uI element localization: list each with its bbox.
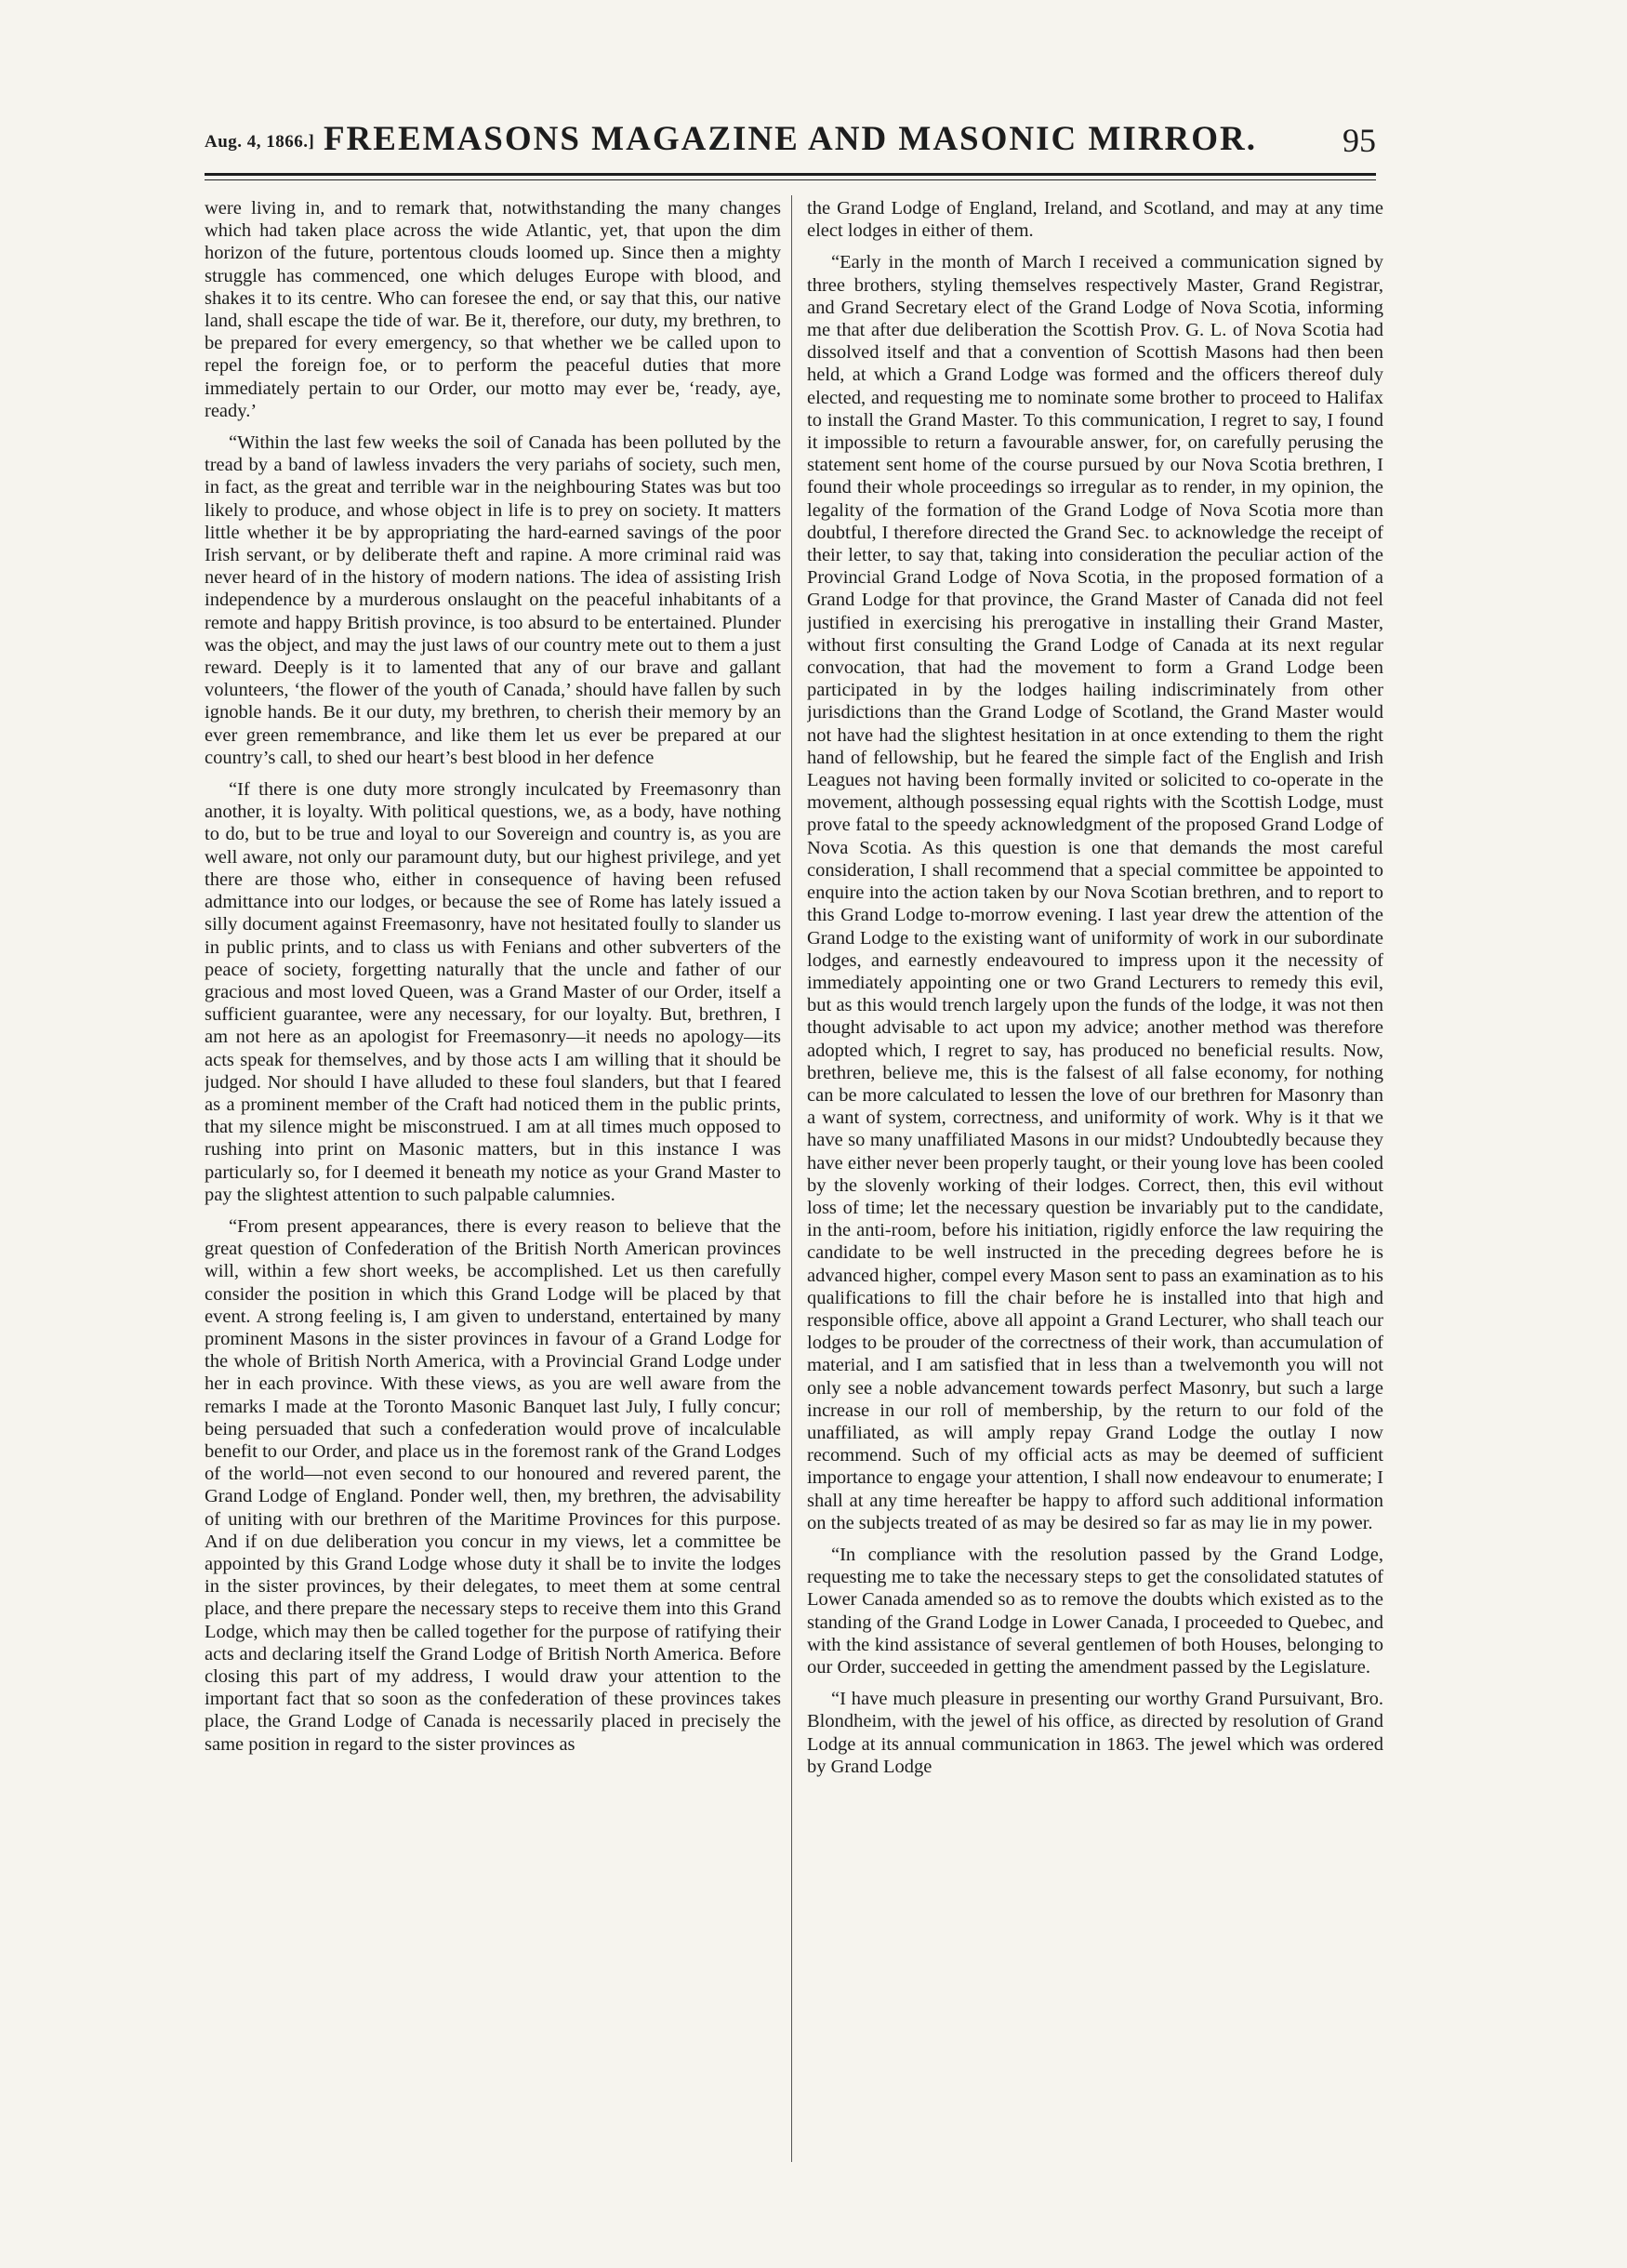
left-column — [205, 197, 781, 2159]
paragraph: were living in, and to remark that, notwithstanding the many changes which had taken place across the wide Atlantic, yet, that upon the dim horizon of the future, portentous clouds loomed up. Since then a mighty struggle has commenced, one which deluges Europe with blood, and shakes it to its centre. Who can foresee the end, or say that this, our native land, shall escape the tide of war. Be it, therefore, our duty, my brethren, to be prepared for every emergency, so that whether we be called upon to repel the foreign foe, or to perform the peaceful duties that more immediately pertain to our Order, our motto may ever be, ‘ready, aye, ready.’ — [205, 198, 781, 421]
paragraph: “In compliance with the resolution passed by the Grand Lodge, requesting me to take the necessary steps to get the consolidated statutes of Lower Canada amended so as to remove the doubts which existed as to the standing of the Grand Lodge in Lower Canada, I proceeded to Quebec, and with the kind assistance of several gentlemen of both Houses, belonging to our Order, succeeded in getting the amendment passed by the Legislature. — [807, 1544, 1383, 1678]
paragraph: the Grand Lodge of England, Ireland, and Scotland, and may at any time elect lodges in either of them. — [807, 198, 1383, 242]
page-header — [205, 119, 1376, 166]
issue-date: Aug. 4, 1866.] — [205, 132, 315, 152]
paragraph: “From present appearances, there is every reason to believe that the great question of Confederation of the British North American provinces will, within a few short weeks, be accomplished. Let us then carefully consider the position in which this Grand Lodge will be placed by that event. A strong feeling is, I am given to understand, entertained by many prominent Masons in the sister provinces in favour of a Grand Lodge for the whole of British North America, with a Provincial Grand Lodge under her in each province. With these views, as you are well aware from the remarks I made at the Toronto Masonic Banquet last July, I fully concur; being persuaded that such a confederation would prove of incalculable benefit to our Order, and place us in the foremost rank of the Grand Lodges of the world—not even second to our honoured and revered parent, the Grand Lodge of England. Ponder well, then, my brethren, the advisability of uniting with our brethren of the Maritime Provinces for this purpose. And if on due deliberation you concur in my views, let a committee be appointed by this Grand Lodge whose duty it shall be to invite the lodges in the sister provinces, by their delegates, to meet them at some central place, and there prepare the necessary steps to receive them into this Grand Lodge, which may then be called together for the purpose of ratifying their acts and declaring itself the Grand Lodge of British North America. Before closing this part of my address, I would draw your attention to the important fact that so soon as the confederation of these provinces takes place, the Grand Lodge of Canada is necessarily placed in precisely the same position in regard to the sister provinces as — [205, 1215, 781, 1755]
paragraph: “Within the last few weeks the soil of Canada has been polluted by the tread by a band of lawless invaders the very pariahs of society, such men, in fact, as the great and terrible war in the neighbouring States was but too likely to produce, and whose object in life is to prey on society. It matters little whether it be by appropriating the hard-earned savings of the poor Irish servant, or by deliberate theft and rapine. A more criminal raid was never heard of in the history of modern nations. The idea of assisting Irish independence by a murderous onslaught on the peaceful inhabitants of a remote and happy British province, is too absurd to be entertained. Plunder was the object, and may the just laws of our country mete out to them a just reward. Deeply is it to lamented that any of our brave and gallant volunteers, ‘the flower of the youth of Canada,’ should have fallen by such ignoble hands. Be it our duty, my brethren, to cherish their memory by an ever green remembrance, and like them let us ever be prepared at our country’s call, to shed our heart’s best blood in her defence — [205, 432, 781, 768]
header-rule-thin — [205, 179, 1376, 180]
page-number: 95 — [1343, 122, 1376, 159]
column-divider — [791, 195, 792, 2162]
paragraph: “If there is one duty more strongly inculcated by Freemasonry than another, it is loyalty. With political questions, we, as a body, have nothing to do, but to be true and loyal to our Sovereign and country is, as you are well aware, not only our paramount duty, but our highest privilege, and yet there are those who, either in consequence of having been refused admittance into our lodges, or because the see of Rome has lately issued a silly document against Freemasonry, have not hesitated foully to slander us in public prints, and to class us with Fenians and other subverters of the peace of society, forgetting naturally that the uncle and father of our gracious and most loved Queen, was a Grand Master of our Order, itself a sufficient guarantee, were any necessary, for our loyalty. But, brethren, I am not here as an apologist for Freemasonry—it needs no apology—its acts speak for themselves, and by those acts I am willing that it should be judged. Nor should I have alluded to these foul slanders, but that I feared as a prominent member of the Craft had noticed them in the public prints, that my silence might be misconstrued. I am at all times much opposed to rushing into print on Masonic matters, but in this instance I was particularly so, for I deemed it beneath my notice as your Grand Master to pay the slightest attention to such palpable calumnies. — [205, 779, 781, 1205]
paragraph: “Early in the month of March I received a communication signed by three brothers, styling themselves respectively Master, Grand Registrar, and Grand Secretary elect of the Grand Lodge of Nova Scotia, informing me that after due deliberation the Scottish Prov. G. L. of Nova Scotia had dissolved itself and that a convention of Scottish Masons had then been held, at which a Grand Lodge was formed and the officers thereof duly elected, and requesting me to nominate some brother to proceed to Halifax to install the Grand Master. To this communication, I regret to say, I found it impossible to return a favourable answer, for, on carefully perusing the statement sent home of the course pursued by our Nova Scotia brethren, I found their whole proceedings so irregular as to render, in my opinion, the legality of the formation of the Grand Lodge of Nova Scotia more than doubtful, I therefore directed the Grand Sec. to acknowledge the receipt of their letter, to say that, taking into consideration the peculiar action of the Provincial Grand Lodge of Nova Scotia, in the proposed formation of a Grand Lodge for that province, the Grand Master of Canada did not feel justified in exercising his prerogative in installing their Grand Master, without first consulting the Grand Lodge of Canada at its next regular convocation, that had the movement to form a Grand Lodge been participated in by the lodges hailing indiscriminately from other jurisdictions than the Grand Lodge of Scotland, the Grand Master would not have had the slightest hesitation in at once extending to them the right hand of fellowship, but he feared the simple fact of the English and Irish Leagues not having been formally invited or solicited to co-operate in the movement, although possessing equal rights with the Scottish Lodge, must prove fatal to the speedy acknowledgment of the proposed Grand Lodge of Nova Scotia. As this question is one that demands the most careful consideration, I shall recommend that a special committee be appointed to enquire into the action taken by our Nova Scotian brethren, and to report to this Grand Lodge to-morrow evening. I last year drew the attention of the Grand Lodge to the existing want of uniformity of work in our subordinate lodges, and earnestly endeavoured to impress upon it the necessity of immediately appointing one or two Grand Lecturers to remedy this evil, but as this would trench largely upon the funds of the lodge, it was not then thought advisable to act upon my advice; another method was therefore adopted which, I regret to say, has produced no beneficial results. Now, brethren, believe me, this is the falsest of all false economy, for nothing can be more calculated to lessen the love of our brethren for Masonry than a want of system, correctness, and uniformity of work. Why is it that we have so many unaffiliated Masons in our midst? Undoubtedly because they have either never been properly taught, or their young love has been cooled by the slovenly working of their lodges. Correct, then, this evil without loss of time; let the necessary question be invariably put to the candidate, in the anti-room, before his initiation, rigidly enforce the law requiring the candidate to be well instructed in the preceding degrees before he is advanced higher, compel every Mason sent to pass an examination as to his qualifications to fill the chair before he is installed into that high and responsible office, above all appoint a Grand Lecturer, who shall teach our lodges to be prouder of the correctness of their work, than accumulation of material, and I am satisfied that in less than a twelvemonth you will not only see a noble advancement towards perfect Masonry, but such a large increase in our roll of membership, by the return to our fold of the unaffiliated, as will amply repay Grand Lodge the outlay I now recommend. Such of my official acts as may be deemed of sufficient importance to engage your attention, I shall now endeavour to enumerate; I shall at any time hereafter be happy to afford such additional information on the subjects treated of as may be desired so far as may lie in my power. — [807, 252, 1383, 1533]
paragraph: “I have much pleasure in presenting our worthy Grand Pursuivant, Bro. Blondheim, with the jewel of his office, as directed by resolution of Grand Lodge at its annual communication in 1863. The jewel which was ordered by Grand Lodge — [807, 1689, 1383, 1777]
right-column — [807, 197, 1383, 2159]
header-rule-thick — [205, 173, 1376, 176]
magazine-title: FREEMASONS MAGAZINE AND MASONIC MIRROR. — [323, 120, 1258, 158]
